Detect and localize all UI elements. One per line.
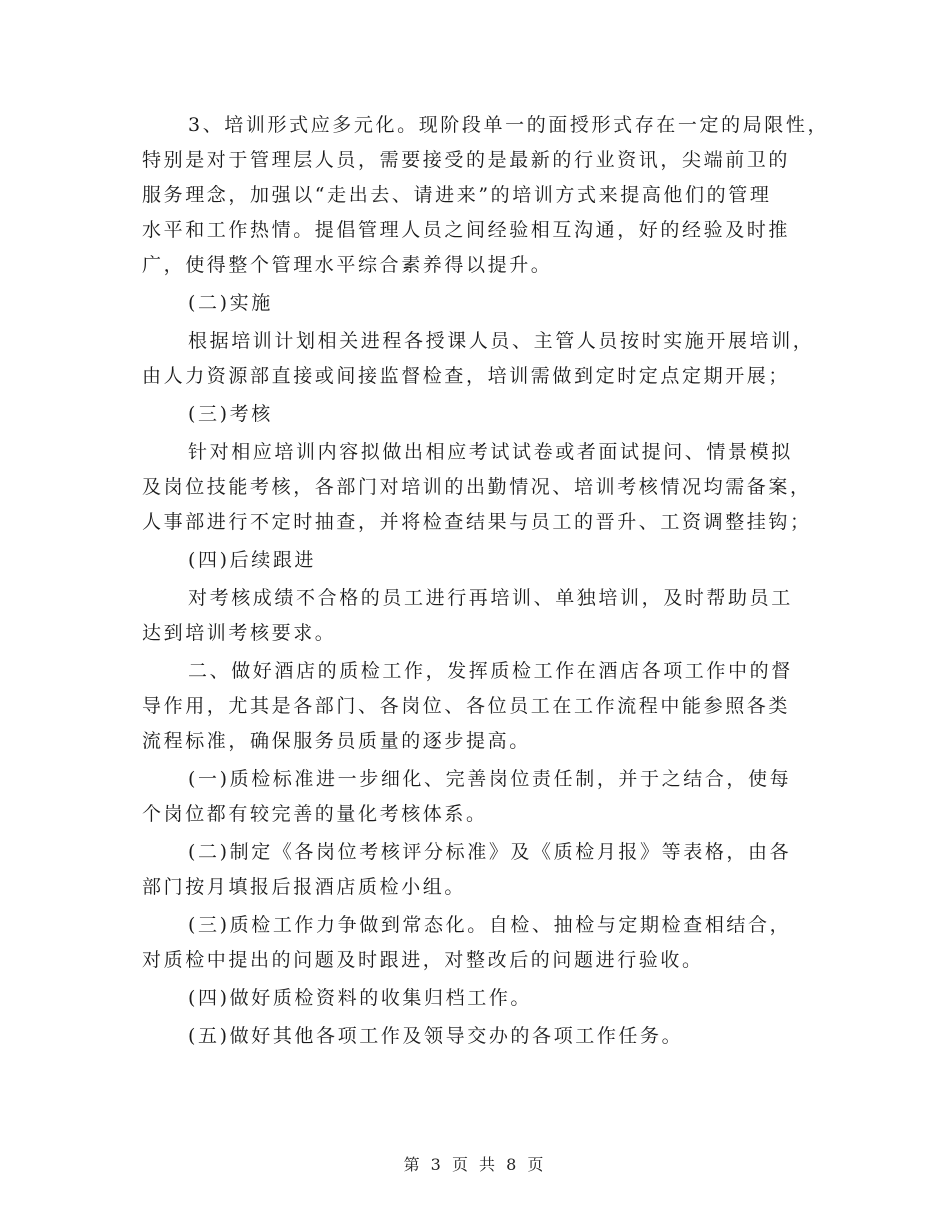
paragraph-training-forms-line-2: 特别是对于管理层人员，需要接受的是最新的行业资讯，尖端前卫的 (142, 149, 791, 171)
paragraph-training-forms-line-4: 水平和工作热情。提倡管理人员之间经验相互沟通，好的经验及时推 (142, 219, 791, 241)
paragraph-quality-inspection-line-3: 流程标准，确保服务员质量的逐步提高。 (142, 730, 531, 752)
paragraph-qc-item-2-line-1: (二)制定《各岗位考核评分标准》及《质检月报》等表格，由各 (188, 841, 792, 863)
paragraph-qc-item-3-line-1: (三)质检工作力争做到常态化。自检、抽检与定期检查相结合， (188, 914, 792, 936)
paragraph-qc-item-2-line-2: 部门按月填报后报酒店质检小组。 (142, 876, 467, 898)
paragraph-qc-item-1-line-1: (一)质检标准进一步细化、完善岗位责任制，并于之结合，使每 (188, 768, 792, 790)
paragraph-assessment-line-1: 针对相应培训内容拟做出相应考试试卷或者面试提问、情景模拟 (188, 441, 793, 463)
paragraph-implementation-line-1: 根据培训计划相关进程各授课人员、主管人员按时实施开展培训， (188, 330, 815, 352)
section-heading-assessment: (三)考核 (188, 403, 273, 425)
section-heading-implementation: (二)实施 (188, 292, 273, 314)
paragraph-implementation-line-2: 由人力资源部直接或间接监督检查，培训需做到定时定点定期开展； (142, 365, 791, 387)
paragraph-qc-item-5: (五)做好其他各项工作及领导交办的各项工作任务。 (188, 1025, 684, 1047)
paragraph-training-forms-line-3: 服务理念，加强以“走出去、请进来”的培训方式来提高他们的管理 (142, 184, 772, 206)
paragraph-quality-inspection-line-2: 导作用，尤其是各部门、各岗位、各位员工在工作流程中能参照各类 (142, 695, 791, 717)
paragraph-follow-up-line-1: 对考核成绩不合格的员工进行再培训、单独培训，及时帮助员工 (188, 587, 793, 609)
page-number-footer: 第 3 页 共 8 页 (403, 1155, 547, 1174)
paragraph-training-forms-line-5: 广，使得整个管理水平综合素养得以提升。 (142, 254, 553, 276)
paragraph-follow-up-line-2: 达到培训考核要求。 (142, 622, 337, 644)
paragraph-assessment-line-3: 人事部进行不定时抽查，并将检查结果与员工的晋升、工资调整挂钩； (142, 511, 812, 533)
paragraph-assessment-line-2: 及岗位技能考核，各部门对培训的出勤情况、培训考核情况均需备案， (142, 476, 812, 498)
paragraph-quality-inspection-line-1: 二、做好酒店的质检工作，发挥质检工作在酒店各项工作中的督 (188, 660, 793, 682)
section-heading-follow-up: (四)后续跟进 (188, 549, 317, 571)
paragraph-training-forms-line-1: 3、培训形式应多元化。现阶段单一的面授形式存在一定的局限性， (188, 114, 830, 136)
paragraph-qc-item-4: (四)做好质检资料的收集归档工作。 (188, 987, 533, 1009)
paragraph-qc-item-3-line-2: 对质检中提出的问题及时跟进，对整改后的问题进行验收。 (142, 949, 704, 971)
paragraph-qc-item-1-line-2: 个岗位都有较完善的量化考核体系。 (142, 803, 488, 825)
